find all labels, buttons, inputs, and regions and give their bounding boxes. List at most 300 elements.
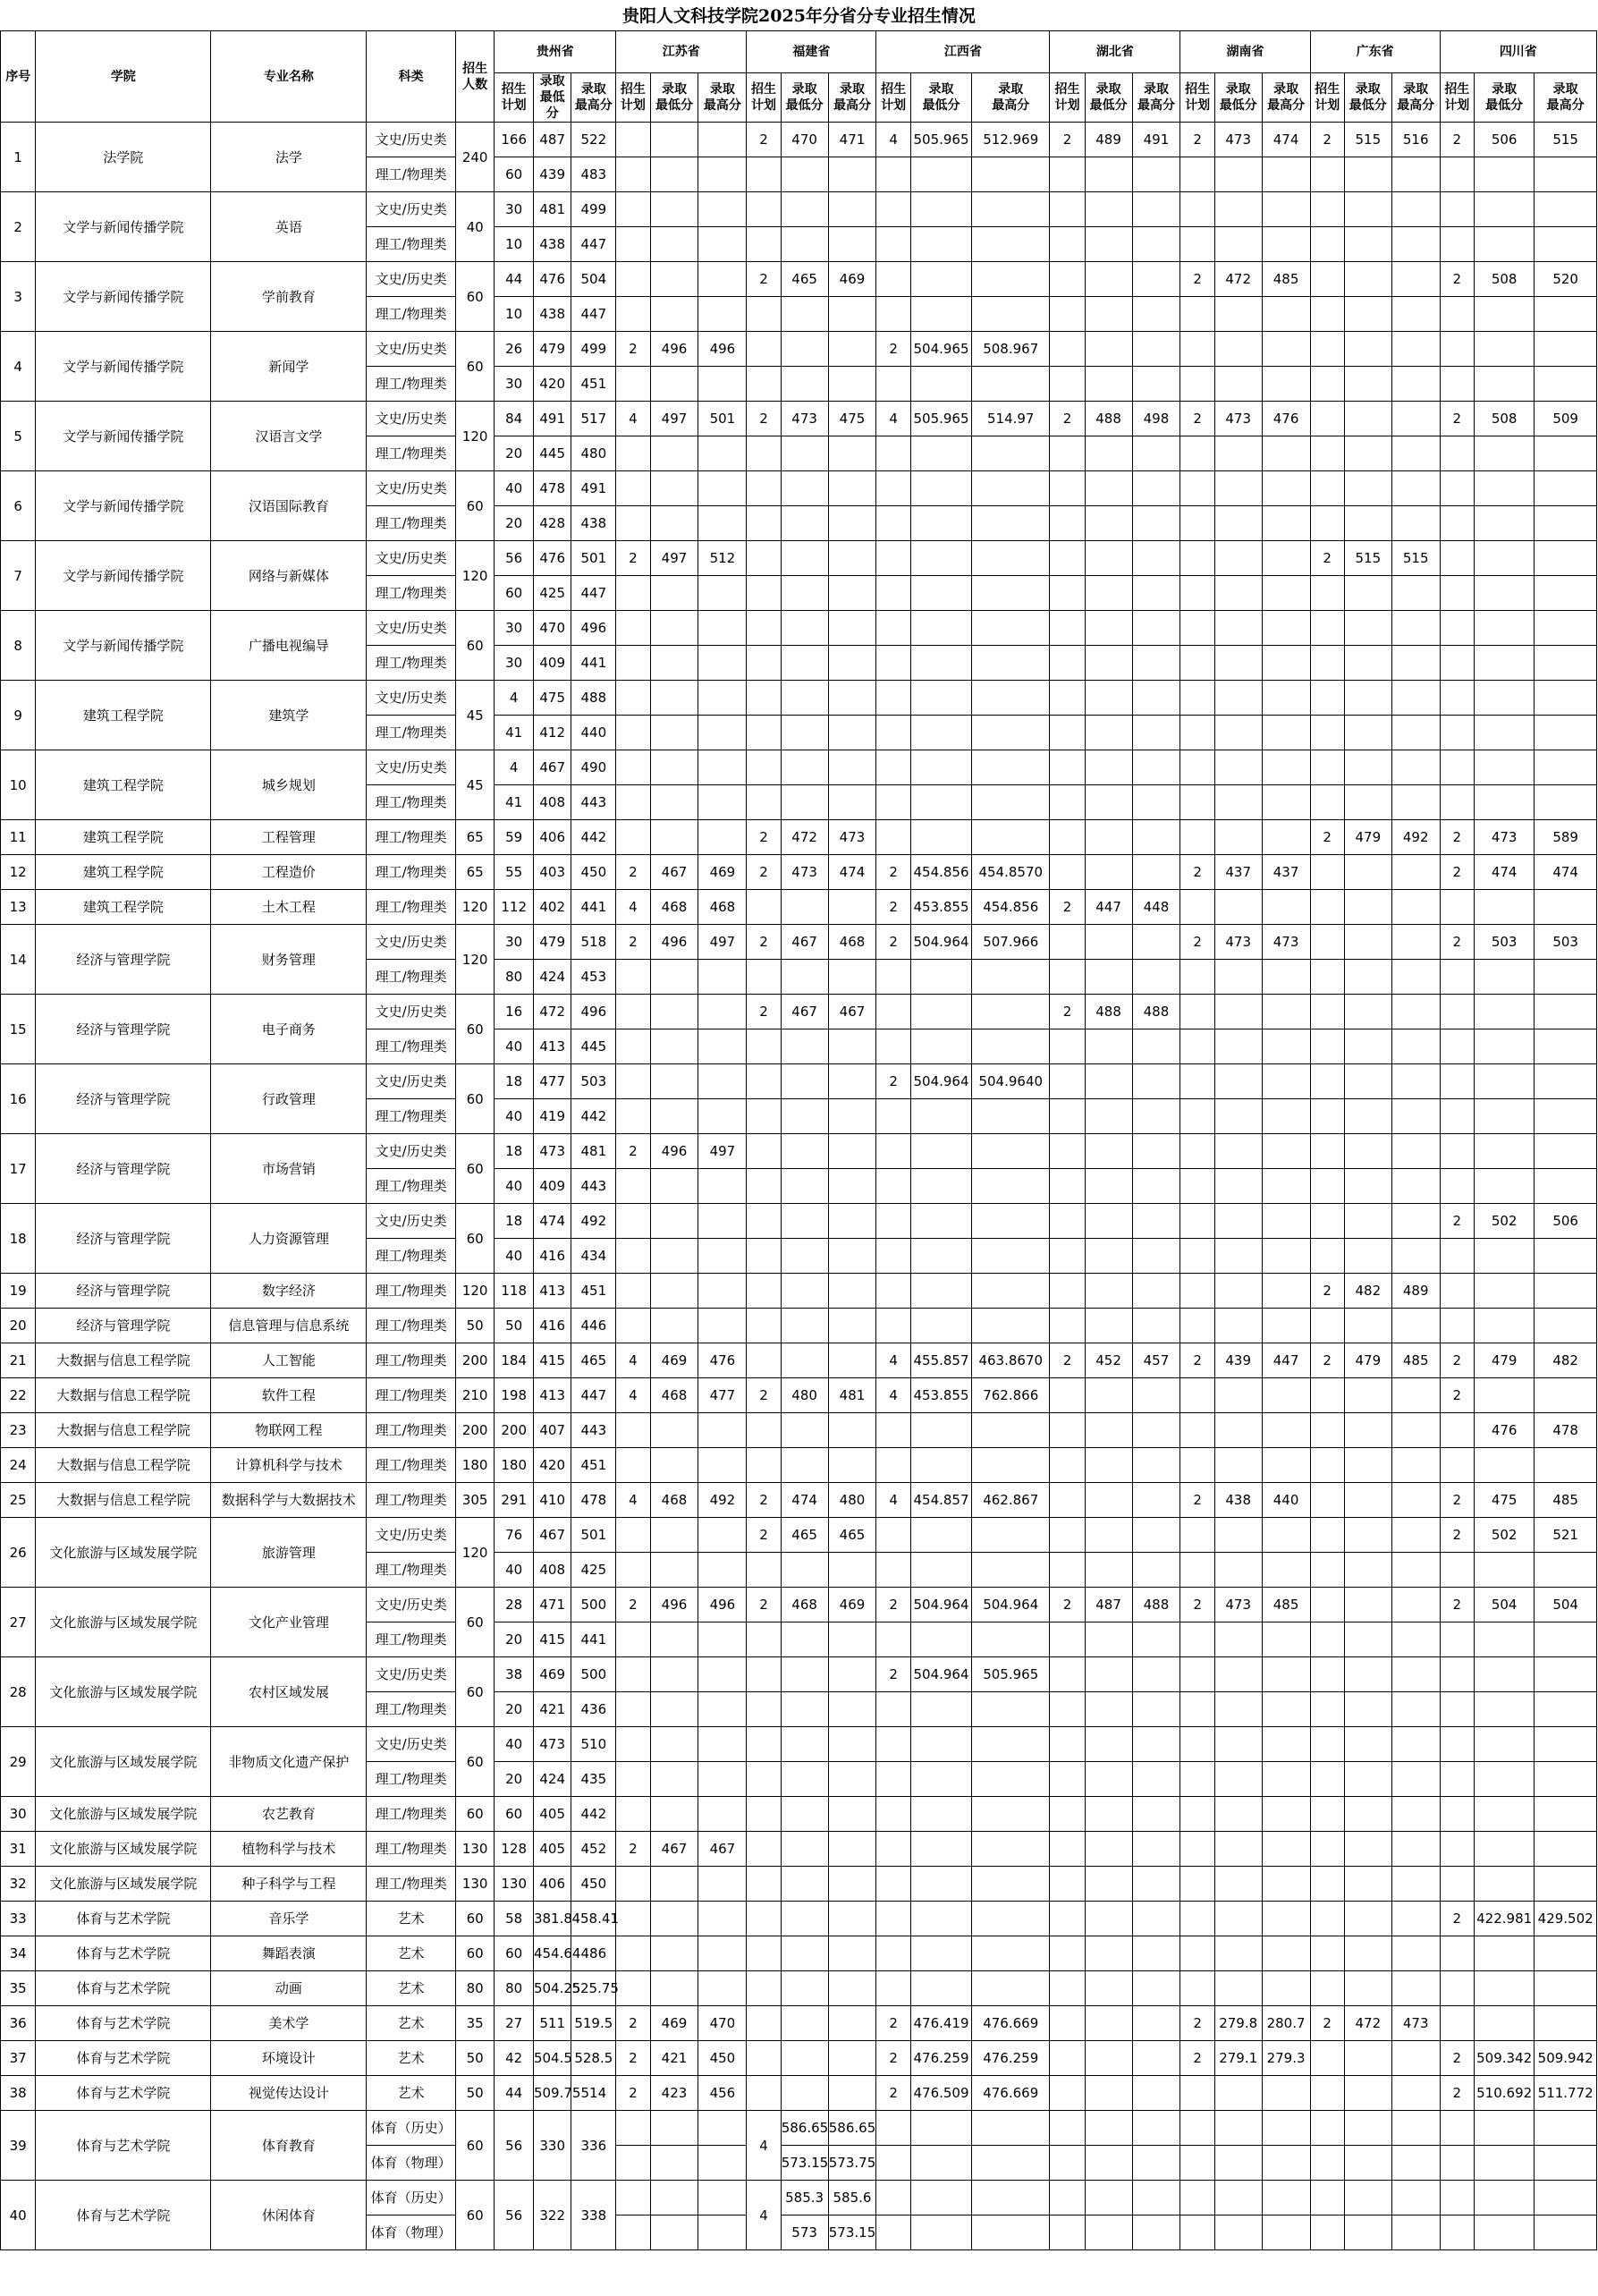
cell-js — [698, 192, 747, 227]
cell-jx — [972, 1239, 1050, 1274]
cell-hb — [1085, 1134, 1132, 1169]
cell-gz: 438 — [533, 227, 571, 262]
cell-hn — [1214, 1727, 1262, 1762]
cell-hn — [1214, 681, 1262, 716]
cell-js — [698, 681, 747, 716]
cell-fj — [828, 1099, 876, 1134]
cell-sc — [1535, 1622, 1597, 1657]
cell-gd — [1310, 750, 1344, 785]
cell-js — [650, 785, 698, 820]
row-total: 35 — [455, 2006, 495, 2041]
cell-js — [650, 1518, 698, 1553]
row-major: 数据科学与大数据技术 — [211, 1483, 367, 1518]
cell-fj — [747, 1727, 781, 1762]
cell-hb — [1085, 1797, 1132, 1832]
row-college: 文化旅游与区域发展学院 — [36, 1657, 211, 1727]
cell-hn: 2 — [1180, 855, 1214, 890]
cell-hb — [1132, 1971, 1180, 2006]
row-total: 60 — [455, 1657, 495, 1727]
cell-gd — [1391, 785, 1440, 820]
row-subject-type: 文史/历史类 — [367, 1727, 456, 1762]
cell-gz: 200 — [495, 1413, 534, 1448]
cell-gd — [1310, 1448, 1344, 1483]
cell-sc: 2 — [1440, 1204, 1474, 1239]
cell-jx — [910, 1553, 971, 1588]
cell-jx: 2 — [876, 1657, 910, 1692]
cell-gz: 406 — [533, 820, 571, 855]
cell-gz: 514 — [571, 2076, 616, 2111]
cell-hb — [1085, 2111, 1132, 2146]
cell-gd — [1391, 1553, 1440, 1588]
cell-hb — [1132, 192, 1180, 227]
cell-gd — [1391, 1902, 1440, 1936]
cell-gz: 40 — [495, 1029, 534, 1064]
cell-gz: 500 — [571, 1588, 616, 1622]
row-seq: 6 — [1, 471, 36, 541]
cell-hb — [1050, 1553, 1085, 1588]
cell-hb: 2 — [1050, 1588, 1085, 1622]
cell-jx — [910, 716, 971, 750]
cell-sc: 510.692 — [1474, 2076, 1534, 2111]
row-seq: 13 — [1, 890, 36, 925]
cell-hn — [1214, 1832, 1262, 1867]
cell-fj — [828, 1343, 876, 1378]
cell-hb — [1132, 506, 1180, 541]
cell-fj: 473 — [781, 855, 828, 890]
cell-js — [616, 1692, 650, 1727]
cell-sc: 474 — [1535, 855, 1597, 890]
row-major: 人力资源管理 — [211, 1204, 367, 1274]
cell-js — [698, 1309, 747, 1343]
cell-hb: 491 — [1132, 123, 1180, 157]
header-sub-line: 录取 — [791, 82, 817, 97]
cell-sc — [1440, 297, 1474, 332]
cell-js — [698, 1099, 747, 1134]
cell-gz: 38 — [495, 1657, 534, 1692]
cell-hn — [1262, 960, 1310, 995]
cell-js — [616, 1413, 650, 1448]
cell-sc — [1440, 471, 1474, 506]
row-subject-type: 文史/历史类 — [367, 541, 456, 576]
cell-gz: 450 — [571, 855, 616, 890]
cell-fj — [747, 1936, 781, 1971]
cell-js — [698, 436, 747, 471]
cell-hb — [1050, 1378, 1085, 1413]
cell-js — [650, 1169, 698, 1204]
cell-js — [698, 1657, 747, 1692]
cell-hb — [1050, 2146, 1085, 2181]
cell-gz: 469 — [533, 1657, 571, 1692]
cell-gd: 515 — [1344, 123, 1391, 157]
header-sub-line: 最低分 — [1089, 98, 1128, 113]
cell-hn — [1180, 541, 1214, 576]
cell-gz: 408 — [533, 785, 571, 820]
cell-gd: 479 — [1344, 820, 1391, 855]
cell-jx: 505.965 — [910, 402, 971, 436]
table-row — [1, 1343, 1597, 1378]
cell-js: 4 — [616, 1343, 650, 1378]
cell-gd — [1310, 1413, 1344, 1448]
cell-gd — [1310, 1657, 1344, 1692]
cell-sc — [1440, 1622, 1474, 1657]
header-major: 专业名称 — [211, 31, 367, 123]
row-subject-type: 理工/物理类 — [367, 960, 456, 995]
cell-hn — [1214, 1448, 1262, 1483]
row-college: 大数据与信息工程学院 — [36, 1343, 211, 1378]
row-college: 大数据与信息工程学院 — [36, 1413, 211, 1448]
cell-sc — [1535, 576, 1597, 611]
cell-hb — [1132, 1762, 1180, 1797]
cell-js — [698, 1553, 747, 1588]
cell-hb — [1050, 1797, 1085, 1832]
cell-fj: 473 — [781, 402, 828, 436]
cell-gz: 28 — [495, 1588, 534, 1622]
cell-gd — [1310, 1204, 1344, 1239]
cell-hn — [1180, 227, 1214, 262]
cell-hn: 280.7 — [1262, 2006, 1310, 2041]
header-sub — [533, 73, 571, 123]
cell-js — [616, 1518, 650, 1553]
cell-hb: 489 — [1085, 123, 1132, 157]
cell-fj: 474 — [828, 855, 876, 890]
row-subject-type: 文史/历史类 — [367, 681, 456, 716]
cell-jx — [910, 1902, 971, 1936]
cell-js — [650, 995, 698, 1029]
cell-fj — [747, 1657, 781, 1692]
cell-js — [616, 227, 650, 262]
row-total: 60 — [455, 1064, 495, 1134]
cell-gd — [1391, 1588, 1440, 1622]
cell-hn: 438 — [1214, 1483, 1262, 1518]
row-college: 建筑工程学院 — [36, 681, 211, 750]
cell-hb — [1132, 716, 1180, 750]
header-sub-line: 录取 — [1095, 82, 1121, 97]
cell-sc — [1474, 681, 1534, 716]
cell-gd: 2 — [1310, 1343, 1344, 1378]
cell-jx — [972, 750, 1050, 785]
cell-hn — [1262, 1622, 1310, 1657]
cell-hn — [1180, 1867, 1214, 1902]
row-major: 法学 — [211, 123, 367, 192]
row-seq: 35 — [1, 1971, 36, 2006]
cell-jx — [876, 646, 910, 681]
cell-sc — [1440, 1867, 1474, 1902]
cell-js: 2 — [616, 541, 650, 576]
cell-hn: 440 — [1262, 1483, 1310, 1518]
cell-gd — [1391, 436, 1440, 471]
cell-hn: 485 — [1262, 262, 1310, 297]
cell-js — [698, 2146, 747, 2181]
row-subject-type: 理工/物理类 — [367, 1762, 456, 1797]
table-row — [1, 855, 1597, 890]
cell-gz: 40 — [495, 1099, 534, 1134]
cell-hb — [1050, 367, 1085, 402]
cell-js — [698, 157, 747, 192]
header-sub — [910, 73, 971, 123]
cell-fj — [747, 2041, 781, 2076]
cell-js — [650, 1099, 698, 1134]
cell-hn — [1214, 1518, 1262, 1553]
row-subject-type: 理工/物理类 — [367, 1343, 456, 1378]
cell-hb — [1132, 820, 1180, 855]
cell-sc — [1474, 1029, 1534, 1064]
cell-sc — [1474, 750, 1534, 785]
row-major: 数字经济 — [211, 1274, 367, 1309]
cell-jx — [910, 541, 971, 576]
header-province: 湖南省 — [1180, 31, 1310, 73]
cell-hn — [1180, 1727, 1214, 1762]
cell-sc — [1474, 1553, 1534, 1588]
cell-sc — [1474, 2181, 1534, 2216]
cell-jx: 2 — [876, 925, 910, 960]
cell-hb — [1050, 1448, 1085, 1483]
row-college: 体育与艺术学院 — [36, 2076, 211, 2111]
row-subject-type: 理工/物理类 — [367, 785, 456, 820]
cell-jx — [972, 227, 1050, 262]
cell-fj — [781, 192, 828, 227]
cell-hb — [1085, 297, 1132, 332]
cell-hn — [1262, 750, 1310, 785]
cell-hn — [1262, 820, 1310, 855]
row-major: 工程造价 — [211, 855, 367, 890]
cell-gd — [1391, 2146, 1440, 2181]
cell-gd — [1310, 157, 1344, 192]
row-subject-type: 文史/历史类 — [367, 995, 456, 1029]
cell-hb — [1132, 541, 1180, 576]
cell-fj — [828, 227, 876, 262]
cell-hn — [1180, 681, 1214, 716]
cell-sc — [1440, 716, 1474, 750]
cell-sc — [1474, 1064, 1534, 1099]
cell-jx — [910, 1622, 971, 1657]
cell-gz: 499 — [571, 332, 616, 367]
cell-js — [616, 2111, 650, 2146]
row-seq: 1 — [1, 123, 36, 192]
cell-gd — [1310, 2076, 1344, 2111]
row-total: 45 — [455, 750, 495, 820]
cell-js — [698, 785, 747, 820]
cell-gd — [1310, 2041, 1344, 2076]
row-seq: 26 — [1, 1518, 36, 1588]
row-seq: 36 — [1, 2006, 36, 2041]
cell-js — [650, 2216, 698, 2250]
cell-jx — [876, 1274, 910, 1309]
cell-hn — [1262, 1134, 1310, 1169]
cell-jx: 504.964 — [910, 1064, 971, 1099]
cell-js — [616, 1274, 650, 1309]
cell-fj — [781, 541, 828, 576]
cell-hn — [1262, 1762, 1310, 1797]
header-sub-line: 招生 — [1444, 82, 1470, 97]
cell-gd — [1344, 1309, 1391, 1343]
cell-jx — [972, 646, 1050, 681]
cell-jx — [876, 227, 910, 262]
cell-hn — [1214, 2076, 1262, 2111]
header-sub-line: 录取 — [1273, 82, 1299, 97]
cell-sc — [1474, 1657, 1534, 1692]
cell-hn — [1262, 2146, 1310, 2181]
cell-hn — [1180, 2181, 1214, 2216]
cell-gz: 4 — [495, 681, 534, 716]
cell-jx — [876, 1099, 910, 1134]
cell-jx — [972, 2111, 1050, 2146]
cell-jx: 504.964 — [910, 925, 971, 960]
cell-jx — [972, 262, 1050, 297]
cell-gz: 84 — [495, 402, 534, 436]
cell-fj — [781, 2006, 828, 2041]
cell-gz: 20 — [495, 436, 534, 471]
table-row — [1, 1936, 1597, 1971]
header-province: 湖北省 — [1050, 31, 1180, 73]
cell-jx — [972, 471, 1050, 506]
row-total: 130 — [455, 1867, 495, 1902]
cell-fj — [828, 1134, 876, 1169]
cell-js: 497 — [698, 925, 747, 960]
cell-hn: 2 — [1180, 2041, 1214, 2076]
cell-jx — [876, 1727, 910, 1762]
cell-js — [650, 1797, 698, 1832]
cell-hb — [1085, 471, 1132, 506]
row-major: 行政管理 — [211, 1064, 367, 1134]
cell-fj — [781, 506, 828, 541]
cell-hb — [1050, 1169, 1085, 1204]
row-subject-type: 体育（历史） — [367, 2111, 456, 2146]
row-major: 动画 — [211, 1971, 367, 2006]
cell-jx — [876, 1553, 910, 1588]
cell-sc — [1474, 227, 1534, 262]
header-college: 学院 — [36, 31, 211, 123]
row-college: 建筑工程学院 — [36, 750, 211, 820]
cell-fj — [781, 436, 828, 471]
cell-jx — [972, 1134, 1050, 1169]
header-sub-line: 录取 — [580, 82, 606, 97]
cell-jx: 2 — [876, 855, 910, 890]
cell-fj — [781, 611, 828, 646]
cell-fj — [828, 1622, 876, 1657]
cell-hn — [1180, 1378, 1214, 1413]
cell-js — [650, 1971, 698, 2006]
cell-js: 467 — [650, 855, 698, 890]
cell-jx — [972, 1902, 1050, 1936]
cell-hb — [1085, 1413, 1132, 1448]
cell-fj — [747, 436, 781, 471]
cell-hb — [1050, 1274, 1085, 1309]
cell-hn — [1262, 1029, 1310, 1064]
cell-gz: 518 — [571, 925, 616, 960]
header-sub — [1440, 73, 1474, 123]
cell-hn — [1214, 1867, 1262, 1902]
cell-hb — [1085, 1622, 1132, 1657]
row-college: 体育与艺术学院 — [36, 2006, 211, 2041]
cell-sc — [1535, 960, 1597, 995]
cell-hn — [1262, 1274, 1310, 1309]
cell-jx — [876, 262, 910, 297]
cell-fj: 2 — [747, 855, 781, 890]
cell-hb — [1132, 1413, 1180, 1448]
cell-hn — [1180, 1413, 1214, 1448]
cell-fj — [747, 1553, 781, 1588]
cell-gz: 41 — [495, 716, 534, 750]
cell-js — [650, 227, 698, 262]
header-sub — [747, 73, 781, 123]
cell-hb — [1085, 1692, 1132, 1727]
cell-sc: 2 — [1440, 2041, 1474, 2076]
cell-hn — [1180, 2146, 1214, 2181]
cell-sc: 504 — [1474, 1588, 1534, 1622]
cell-sc — [1535, 1553, 1597, 1588]
cell-fj — [781, 471, 828, 506]
header-sub-line: 最高分 — [1267, 98, 1306, 113]
cell-gz: 446 — [571, 1309, 616, 1343]
row-seq: 5 — [1, 402, 36, 471]
cell-jx — [876, 1762, 910, 1797]
cell-fj — [828, 1657, 876, 1692]
cell-js — [616, 995, 650, 1029]
row-major: 人工智能 — [211, 1343, 367, 1378]
cell-jx: 2 — [876, 2076, 910, 2111]
cell-hb — [1050, 785, 1085, 820]
cell-gz: 421 — [533, 1692, 571, 1727]
cell-hb — [1050, 297, 1085, 332]
header-sub — [1214, 73, 1262, 123]
cell-jx — [910, 1448, 971, 1483]
cell-gd: 2 — [1310, 2006, 1344, 2041]
cell-js — [616, 262, 650, 297]
cell-jx — [972, 611, 1050, 646]
cell-fj: 2 — [747, 402, 781, 436]
cell-sc — [1535, 367, 1597, 402]
cell-sc: 508 — [1474, 402, 1534, 436]
cell-hn — [1180, 506, 1214, 541]
header-sub-line: 录取 — [840, 82, 865, 97]
cell-gd — [1344, 1692, 1391, 1727]
cell-hb — [1132, 297, 1180, 332]
cell-gz: 42 — [495, 2041, 534, 2076]
cell-sc — [1535, 1134, 1597, 1169]
cell-hb — [1132, 1483, 1180, 1518]
cell-sc — [1440, 1797, 1474, 1832]
cell-hb — [1050, 192, 1085, 227]
cell-gz: 435 — [571, 1762, 616, 1797]
cell-sc — [1440, 1936, 1474, 1971]
cell-sc — [1474, 2006, 1534, 2041]
cell-sc: 2 — [1440, 1902, 1474, 1936]
cell-hn — [1262, 1448, 1310, 1483]
cell-jx: 505.965 — [972, 1657, 1050, 1692]
cell-hb — [1085, 925, 1132, 960]
cell-js — [650, 716, 698, 750]
cell-hn: 2 — [1180, 123, 1214, 157]
cell-jx: 476.669 — [972, 2076, 1050, 2111]
row-major: 环境设计 — [211, 2041, 367, 2076]
cell-hb — [1050, 2181, 1085, 2216]
row-college: 体育与艺术学院 — [36, 2181, 211, 2250]
cell-hn — [1180, 576, 1214, 611]
cell-hb — [1050, 1518, 1085, 1553]
cell-fj: 469 — [828, 262, 876, 297]
cell-js — [650, 1867, 698, 1902]
cell-sc — [1440, 1239, 1474, 1274]
cell-gd: 2 — [1310, 541, 1344, 576]
cell-gz: 445 — [571, 1029, 616, 1064]
cell-gd — [1310, 2146, 1344, 2181]
cell-gd — [1391, 2111, 1440, 2146]
cell-hn — [1262, 1553, 1310, 1588]
cell-gd — [1344, 646, 1391, 681]
cell-hn — [1180, 820, 1214, 855]
cell-gd — [1391, 192, 1440, 227]
cell-gz: 413 — [533, 1029, 571, 1064]
